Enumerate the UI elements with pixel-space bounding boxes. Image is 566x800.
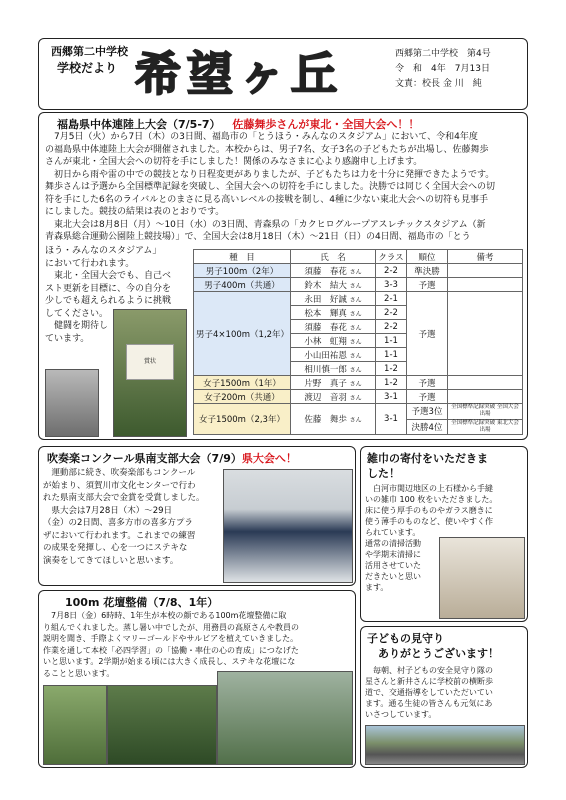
flowerbed-photo-3 bbox=[217, 671, 353, 765]
article-athletics-highlight: 佐藤舞歩さんが東北・全国大会へ！！ bbox=[232, 118, 420, 131]
article-flowerbed-body: 7月8日（金）6時時、1年生が本校の顔である100m花壇整備に取 り組んでくれました。蒸し暑い中でしたが、用務員の高原さんや教員の 説明を聞き、手際よくマリーゴールドやサルビアを植えていきました。 作業を通して本校「必四学習」の「協働・率仕の心の育成」につなげた いと思います。2学期が始まる頃には大きく成長し、ステキな花壇にな ることと思います。 bbox=[43, 611, 299, 678]
issue-info bbox=[395, 47, 491, 92]
table-row: 男子4×100m（1,2年） 永田 好誠 さん 2-1 予選 bbox=[194, 292, 523, 306]
results-table: 種 目 氏 名 クラス 順位 備考 男子100m（2年） 須藤 春花 さん 2-2 準決勝 男子400m（共通） 鈴木 結大 さん 3-3 予選 男子4×100m（1,2年） 永田 好誠 さん 2-1 予選 松本 輝真 さん 2-2 須藤 春花 さん 2-2 小林 虹翔 さん 1-1 小山田祐恩 さん 1-1 相川慎一郎 さん 1-2 女子1500m（1年） 片野 真子 さん 1-2 予選 女子200m（共通） 渡辺 音羽 さん 3-1 予選 女子1500m（2,3年） 佐藤 舞歩 さん 3-1 予選3位 全国標準記録突破 全国大会出場 決勝4位 全国標準記録突破 東北大会出場 bbox=[193, 249, 523, 435]
article-watch-title: 子どもの見守り ありがとうございます！ bbox=[367, 632, 499, 660]
article-flowerbed-title: 100m 花壇整備（7/8、1年） bbox=[65, 596, 219, 609]
article-athletics-body: 7月5日（火）から7日（木）の3日間、福島市の「とうほう・みんなのスタジアム」において、令和4年度 の福島県中体連陸上大会が開催されました。本校からは、男子7名、女子3名の子どもたちが出場し、佐藤舞歩 さんが東北・全国大会への切符を手にしました！関係のみなさまに心より感謝申し上げます。 初日から雨や雷の中での競技となり日程変更がありましたが、子どもたちは力を十分に発揮できたようです。 舞歩さんは予選から全国標準記録を突破し、全国大会への切符を手にしました。決勝では同じく全国大会への切 符を手にした6名のライバルとのまさに見る高いレベルの接戦を制し、4種に少ない東北大会への切符も見事手 にしました。競技の結果は表のとおりです。 東北大会は8月8日（月）～10日（水）の3日間、青森県の「カクヒログループアスレチックスタジアム（新 青森県総合運動公園陸上競技場）」で、全国大会は8月18日（木）～21日（日）の4日間、福島市の「とう bbox=[45, 132, 496, 242]
table-row: 男子400m（共通） 鈴木 結大 さん 3-3 予選 bbox=[194, 278, 523, 292]
band-photo bbox=[223, 469, 353, 583]
article-athletics-side-text: ほう・みんなのスタジアム」 において行われます。 東北・全国大会でも、自己ベ スト更新を目標に、今の自分を 少しでも超えられるように挑戦 してください。 健闘を期待し ています。 bbox=[45, 246, 172, 344]
article-band bbox=[38, 446, 356, 586]
table-row: 女子1500m（2,3年） 佐藤 舞歩 さん 3-1 予選3位 全国標準記録突破 全国大会出場 bbox=[194, 404, 523, 420]
issue-number: 第4号 bbox=[467, 49, 491, 59]
flowerbed-photo-2 bbox=[107, 685, 217, 765]
table-row: 女子1500m（1年） 片野 真子 さん 1-2 予選 bbox=[194, 376, 523, 390]
table-row: 相川慎一郎 さん 1-2 bbox=[194, 362, 523, 376]
table-row: 小林 虹翔 さん 1-1 bbox=[194, 334, 523, 348]
issue-date: 7月13日 bbox=[454, 64, 490, 74]
school-name: 西郷第二中学校 bbox=[51, 45, 128, 58]
table-row: 女子200m（共通） 渡辺 音羽 さん 3-1 予選 bbox=[194, 390, 523, 404]
article-band-body: 運動部に続き、吹奏楽部もコンクール が始まり、須賀川市文化センターで行わ れた県南支部大会で金賞を受賞しました。 県大会は7月28日（木）～29日 （金）の2日間、喜多方市の喜多方プラ ザにおいて行われます。これまでの練習 の成果を発揮し、心を一つにステキな 演奏をしてきてほしいと思います。 bbox=[43, 468, 205, 566]
article-band-title: 吹奏楽コンクール県南支部大会（7/9）県大会へ！ bbox=[47, 452, 297, 465]
article-watch bbox=[360, 626, 528, 768]
issue-school: 西郷第二中学校 bbox=[395, 49, 459, 59]
title-logo: 希望ヶ丘 bbox=[135, 47, 343, 101]
article-donation bbox=[360, 446, 528, 622]
table-row: 松本 輝真 さん 2-2 bbox=[194, 306, 523, 320]
table-row: 須藤 春花 さん 2-2 bbox=[194, 320, 523, 334]
article-athletics bbox=[38, 112, 528, 440]
masthead bbox=[38, 38, 528, 110]
certificate: 賞状 bbox=[126, 344, 174, 380]
article-flowerbed bbox=[38, 590, 356, 768]
flowerbed-photo-1 bbox=[43, 685, 107, 765]
issue-year: 4年 bbox=[431, 64, 446, 74]
donation-photo bbox=[439, 537, 525, 619]
table-row: 決勝4位 全国標準記録突破 東北大会出場 bbox=[194, 419, 523, 435]
newsletter-label: 学校だより bbox=[57, 61, 118, 75]
table-row: 小山田祐恩 さん 1-1 bbox=[194, 348, 523, 362]
table-row: 男子100m（2年） 須藤 春花 さん 2-2 準決勝 bbox=[194, 264, 523, 278]
article-donation-body: 白河市関辺地区の上石様から手縫 いの雑巾 100 枚をいただきました。 床に使う厚手のものやガラス磨きに 使う薄手のものなど、使いやすく作 られています。 通常の清掃活動 や学期末清掃に 活用させていた だきたいと思い ます。 bbox=[365, 484, 498, 592]
issue-author: 文責：校長 金 川 純 bbox=[395, 79, 482, 89]
article-band-highlight: 県大会へ！ bbox=[241, 452, 297, 465]
certificate-photo bbox=[113, 309, 187, 437]
article-watch-body: 毎朝、村子どもの安全見守り隊の 星さんと新井さんに学校前の横断歩 道で、交通指導をしていただいてい ます。通る生徒の皆さんも元気にあ いさつしています。 bbox=[365, 666, 493, 719]
athlete-photo bbox=[45, 369, 99, 437]
article-donation-title: 雑巾の寄付をいただきま した！ bbox=[367, 452, 488, 480]
article-athletics-title: 福島県中体連陸上大会（7/5-7） 佐藤舞歩さんが東北・全国大会へ！！ bbox=[57, 118, 420, 131]
issue-era: 令 和 bbox=[395, 64, 423, 74]
crosswalk-photo bbox=[365, 725, 525, 765]
